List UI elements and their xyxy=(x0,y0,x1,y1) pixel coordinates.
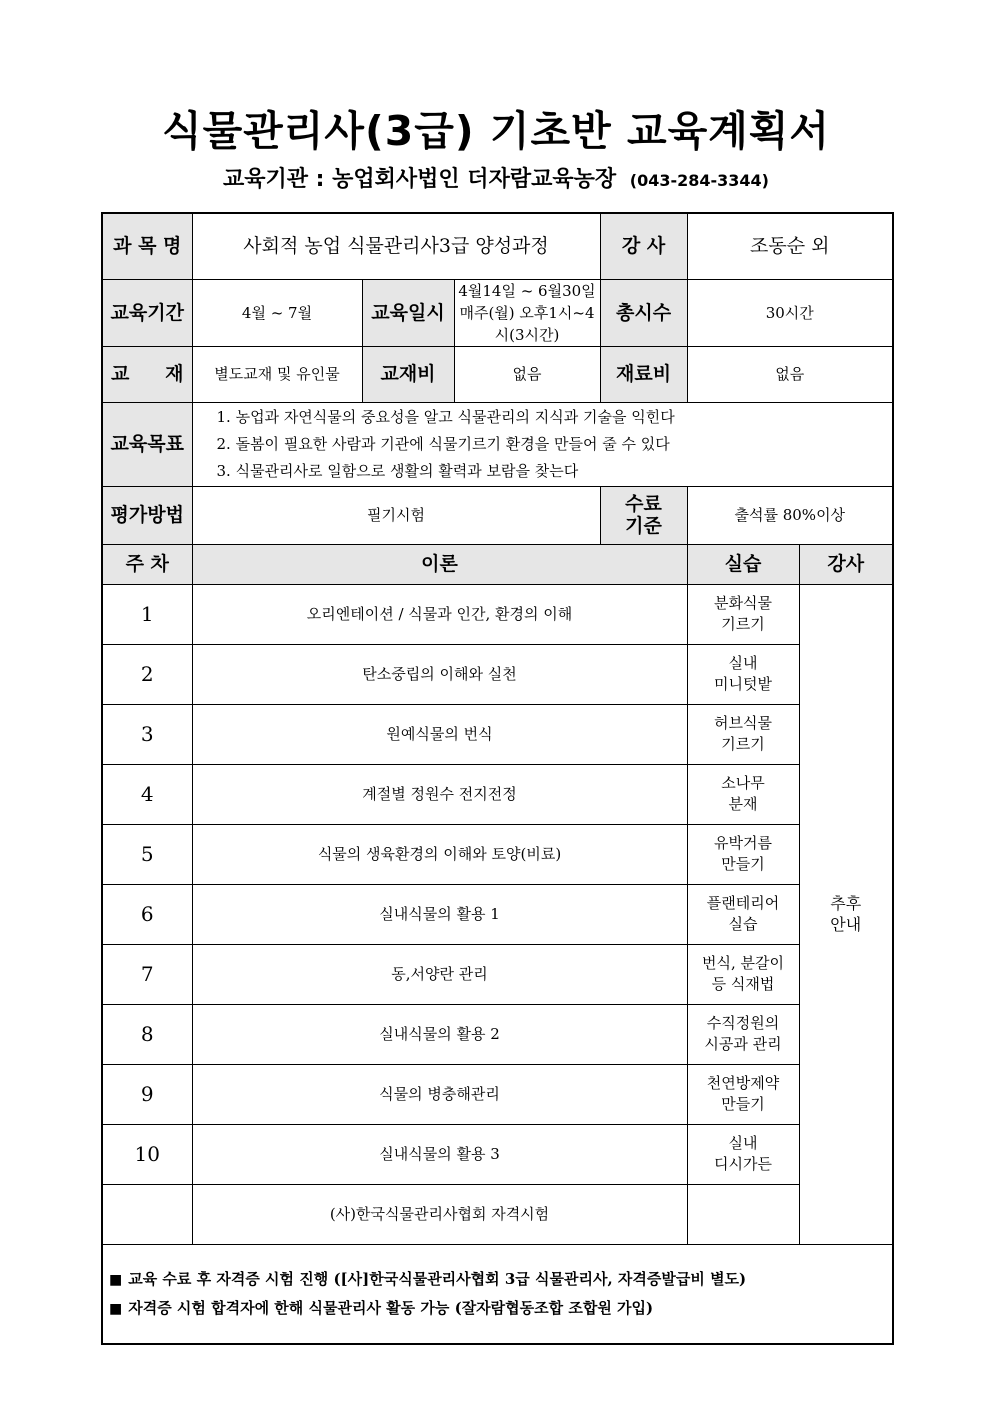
total-hours-value: 30시간 xyxy=(687,279,893,346)
supply-fee-value: 없음 xyxy=(687,346,893,402)
period-row xyxy=(102,279,893,346)
table-row xyxy=(102,764,893,824)
week-number: 9 xyxy=(102,1064,192,1124)
week-theory: 오리엔테이션 / 식물과 인간, 환경의 이해 xyxy=(192,584,687,644)
table-row xyxy=(102,584,893,644)
week-number: 4 xyxy=(102,764,192,824)
practice-line: 기르기 xyxy=(721,735,765,753)
completion-label xyxy=(600,486,687,544)
practice-line: 실습 xyxy=(728,915,758,933)
practice-line: 유박거름 xyxy=(714,834,772,852)
schedule-times: 매주(월) 오후1시~4시(3시간) xyxy=(459,303,595,344)
exam-week-cell xyxy=(102,1184,192,1244)
material-value: 별도교재 및 유인물 xyxy=(192,346,362,402)
practice-line: 만들기 xyxy=(721,1095,765,1113)
note-text: 자격증 시험 합격자에 한해 식물관리사 활동 가능 (잘자람협동조합 조합원 가입) xyxy=(128,1298,654,1317)
instructor-header: 강사 xyxy=(799,544,893,584)
week-theory: 실내식물의 활용 1 xyxy=(192,884,687,944)
practice-line: 천연방제약 xyxy=(706,1074,780,1092)
course-row xyxy=(102,213,893,279)
week-number: 10 xyxy=(102,1124,192,1184)
completion-label-line: 기준 xyxy=(625,515,662,537)
completion-label-line: 수료 xyxy=(625,493,662,515)
practice-line: 플랜테리어 xyxy=(706,894,780,912)
material-label: 교 재 xyxy=(102,346,192,402)
practice-line: 수직정원의 xyxy=(706,1014,780,1032)
week-practice xyxy=(687,1004,799,1064)
goals-row xyxy=(102,402,893,486)
week-practice xyxy=(687,704,799,764)
exam-practice-cell xyxy=(687,1184,799,1244)
week-theory: 식물의 병충해관리 xyxy=(192,1064,687,1124)
practice-line: 등 식재법 xyxy=(711,975,775,993)
practice-line: 실내 xyxy=(728,654,758,672)
week-practice xyxy=(687,824,799,884)
practice-line: 만들기 xyxy=(721,855,765,873)
week-theory: 원예식물의 번식 xyxy=(192,704,687,764)
table-row xyxy=(102,824,893,884)
instructor-note-line: 추후 xyxy=(830,894,862,913)
practice-line: 분재 xyxy=(728,795,758,813)
week-practice xyxy=(687,884,799,944)
goals-list xyxy=(192,402,893,486)
table-row xyxy=(102,644,893,704)
practice-line: 분화식물 xyxy=(714,594,772,612)
institution-phone: (043-284-3344) xyxy=(629,171,769,190)
material-row xyxy=(102,346,893,402)
week-practice xyxy=(687,764,799,824)
week-theory: 실내식물의 활용 2 xyxy=(192,1004,687,1064)
page-title: 식물관리사(3급) 기초반 교육계획서 xyxy=(161,107,831,155)
notes-row xyxy=(102,1244,893,1344)
total-hours-label: 총시수 xyxy=(600,279,687,346)
supply-fee-label: 재료비 xyxy=(600,346,687,402)
exam-row xyxy=(102,1184,893,1244)
week-theory: 탄소중립의 이해와 실천 xyxy=(192,644,687,704)
week-number: 6 xyxy=(102,884,192,944)
square-bullet-icon: ■ xyxy=(109,1271,123,1288)
course-label: 과 목 명 xyxy=(102,213,192,279)
goal-item: 3. 식물관리사로 일함으로 생활의 활력과 보람을 찾는다 xyxy=(216,461,579,480)
schedule-label: 교육일시 xyxy=(362,279,454,346)
week-header: 주 차 xyxy=(102,544,192,584)
instructor-label: 강 사 xyxy=(600,213,687,279)
evaluation-value: 필기시험 xyxy=(192,486,600,544)
practice-line: 디시가든 xyxy=(714,1155,772,1173)
week-practice xyxy=(687,644,799,704)
practice-line: 미니텃밭 xyxy=(714,675,772,693)
period-value: 4월 ~ 7월 xyxy=(192,279,362,346)
week-practice xyxy=(687,944,799,1004)
practice-line: 실내 xyxy=(728,1134,758,1152)
course-value: 사회적 농업 식물관리사3급 양성과정 xyxy=(192,213,600,279)
evaluation-row xyxy=(102,486,893,544)
schedule-value xyxy=(454,279,600,346)
note-item xyxy=(109,1265,892,1294)
practice-header: 실습 xyxy=(687,544,799,584)
week-number: 3 xyxy=(102,704,192,764)
completion-value: 출석률 80%이상 xyxy=(687,486,893,544)
table-row xyxy=(102,1004,893,1064)
week-number: 2 xyxy=(102,644,192,704)
institution-name: 교육기관 : 농업회사법인 더자람교육농장 xyxy=(223,167,617,192)
week-practice xyxy=(687,1124,799,1184)
goals-label: 교육목표 xyxy=(102,402,192,486)
note-item xyxy=(109,1294,892,1323)
instructor-note-line: 안내 xyxy=(830,915,862,934)
table-row xyxy=(102,884,893,944)
week-theory: 동,서양란 관리 xyxy=(192,944,687,1004)
week-number: 8 xyxy=(102,1004,192,1064)
schedule-header-row xyxy=(102,544,893,584)
material-fee-value: 없음 xyxy=(454,346,600,402)
week-theory: 식물의 생육환경의 이해와 토양(비료) xyxy=(192,824,687,884)
practice-line: 번식, 분갈이 xyxy=(702,954,785,972)
material-fee-label: 교재비 xyxy=(362,346,454,402)
instructor-note xyxy=(799,584,893,1244)
table-row xyxy=(102,704,893,764)
notes xyxy=(102,1244,893,1344)
week-number: 1 xyxy=(102,584,192,644)
table-row xyxy=(102,1064,893,1124)
theory-header: 이론 xyxy=(192,544,687,584)
practice-line: 소나무 xyxy=(721,774,765,792)
week-practice xyxy=(687,1064,799,1124)
week-practice xyxy=(687,584,799,644)
table-row xyxy=(102,1124,893,1184)
week-theory: 계절별 정원수 전지전정 xyxy=(192,764,687,824)
practice-line: 기르기 xyxy=(721,615,765,633)
period-label: 교육기간 xyxy=(102,279,192,346)
schedule-dates: 4월14일 ~ 6월30일 xyxy=(458,281,596,300)
exam-title: (사)한국식물관리사협회 자격시험 xyxy=(192,1184,687,1244)
evaluation-label: 평가방법 xyxy=(102,486,192,544)
goal-item: 1. 농업과 자연식물의 중요성을 알고 식물관리의 지식과 기술을 익힌다 xyxy=(216,407,675,426)
practice-line: 허브식물 xyxy=(714,714,772,732)
week-number: 5 xyxy=(102,824,192,884)
instructor-value: 조동순 외 xyxy=(687,213,893,279)
note-text: 교육 수료 후 자격증 시험 진행 ([사]한국식물관리사협회 3급 식물관리사, 자격증발급비 별도) xyxy=(128,1269,747,1288)
plan-table xyxy=(101,212,894,1345)
week-theory: 실내식물의 활용 3 xyxy=(192,1124,687,1184)
institution-line xyxy=(0,162,992,193)
practice-line: 시공과 관리 xyxy=(704,1035,782,1053)
table-row xyxy=(102,944,893,1004)
week-number: 7 xyxy=(102,944,192,1004)
goal-item: 2. 돌봄이 필요한 사람과 기관에 식물기르기 환경을 만들어 줄 수 있다 xyxy=(216,434,670,453)
square-bullet-icon: ■ xyxy=(109,1300,123,1317)
